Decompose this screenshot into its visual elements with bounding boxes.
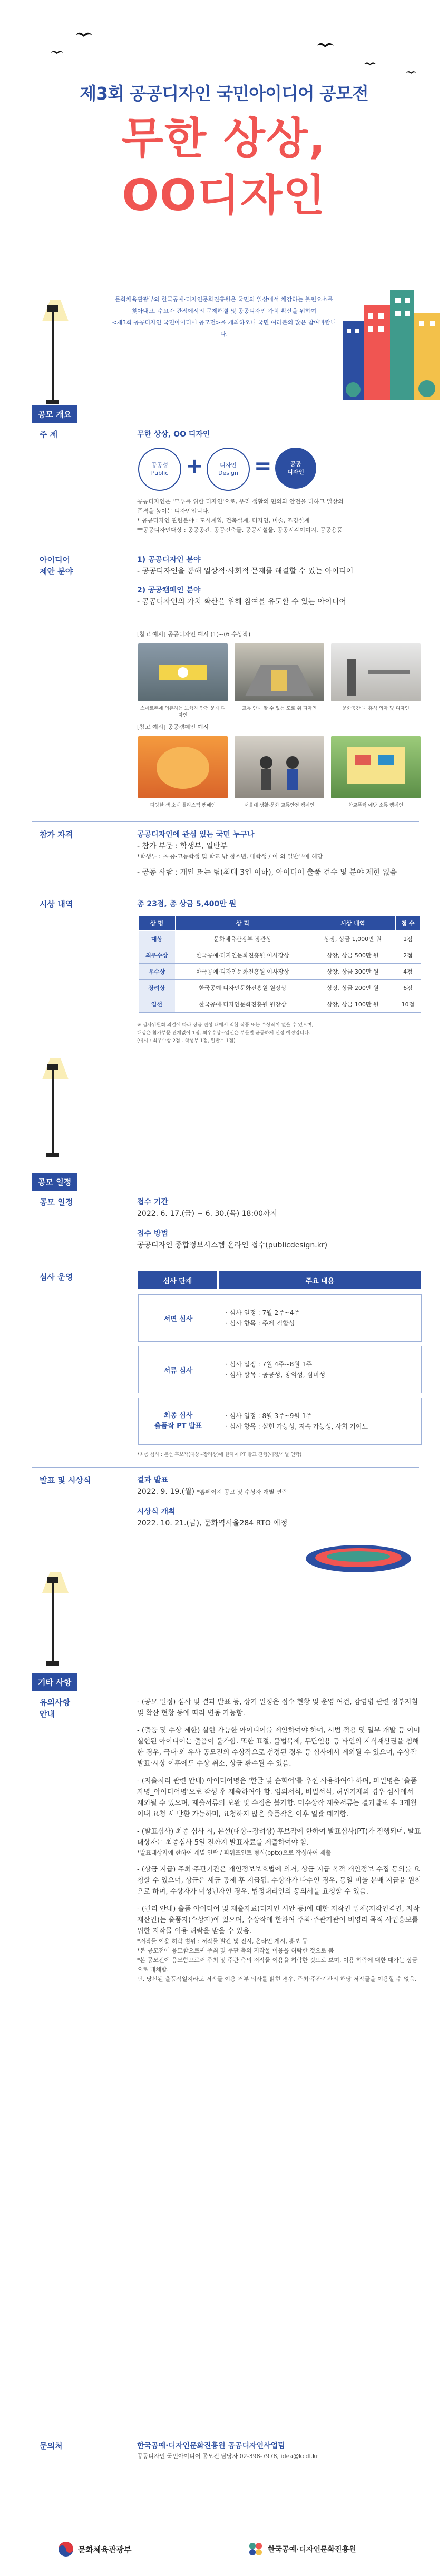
stage-name-line: 출품작 PT 발표 bbox=[154, 1422, 202, 1430]
table-cell: 우수상 bbox=[139, 964, 176, 980]
misc-note: *저작물 이용 허락 범위 : 저작물 발간 및 전시, 온라인 게시, 홍보 등 bbox=[137, 1938, 308, 1945]
section-tag-overview: 공모 개요 bbox=[32, 405, 77, 423]
street-lamp-illustration bbox=[37, 1058, 69, 1158]
period-value: 2022. 6. 17.(금) ~ 6. 30.(목) 18:00까지 bbox=[137, 1210, 278, 1218]
awards-notes bbox=[137, 1022, 422, 1045]
awards-note: 대상은 참가부문 관계없이 1점, 최우수상~입선은 부문별 균등하게 선정 예정입니다. bbox=[137, 1031, 310, 1036]
design-circle bbox=[207, 448, 250, 491]
review-header bbox=[138, 1271, 421, 1289]
label-line: 제안 분야 bbox=[40, 567, 73, 576]
circle-label: 공공 bbox=[290, 461, 301, 468]
mcst-name: 문화체육관광부 bbox=[78, 2544, 132, 2554]
awards-label: 시상 내역 bbox=[40, 899, 73, 909]
public-design-circle bbox=[275, 448, 316, 489]
awards-note: (예시 : 최우수상 2점 - 학생부 1점, 일반부 1점) bbox=[137, 1038, 236, 1044]
stage-line: · 심사 일정 : 8월 3주~9월 1주 bbox=[226, 1412, 313, 1420]
misc-note: 단, 당선된 출품작일지라도 저작물 이용 거부 의사를 밝힌 경우, 주최·주관기관의 해당 저작물을 이용할 수 없음. bbox=[137, 1976, 417, 1983]
table-cell: 2점 bbox=[395, 947, 420, 964]
footer bbox=[0, 2517, 448, 2576]
misc-note: *본 공모전에 응모함으로써 주최 및 주관 측의 저작물 이용을 허락한 것으로 봄 bbox=[137, 1947, 334, 1954]
bird-icon bbox=[75, 29, 93, 37]
city-illustration bbox=[332, 263, 443, 400]
stage-name bbox=[139, 1398, 218, 1444]
awards-table bbox=[138, 915, 421, 1013]
stage-line: · 심사 항목 : 공공성, 창의성, 심미성 bbox=[226, 1371, 326, 1379]
field1-title: 1) 공공디자인 분야 bbox=[137, 556, 201, 564]
stage-name-line: 최종 심사 bbox=[163, 1412, 193, 1420]
table-cell: 한국공예·디자인문화진흥원 원장상 bbox=[175, 996, 310, 1013]
review-stage-row bbox=[138, 1294, 422, 1342]
plus-sign: + bbox=[186, 454, 203, 478]
example-photo bbox=[138, 643, 228, 701]
ceremony-value: 2022. 10. 21.(금), 문화역서울284 RTO 예정 bbox=[137, 1519, 288, 1528]
result-title: 결과 발표 bbox=[137, 1476, 168, 1484]
table-cell: 한국공예·디자인문화진흥원 원장상 bbox=[175, 980, 310, 996]
result-date: 2022. 9. 19.(월) bbox=[137, 1488, 195, 1496]
contact-label: 문의처 bbox=[40, 2441, 63, 2451]
divider bbox=[32, 1467, 419, 1468]
awards-total: 총 23점, 총 상금 5,400만 원 bbox=[137, 900, 237, 908]
method-value: 공공디자인 종합정보시스템 온라인 접수(publicdesign.kr) bbox=[137, 1241, 328, 1250]
table-row bbox=[139, 980, 421, 996]
street-lamp-illustration bbox=[37, 1572, 69, 1667]
misc-content bbox=[137, 1697, 422, 1984]
method-title: 접수 방법 bbox=[137, 1230, 168, 1238]
example-photo bbox=[138, 736, 228, 798]
eligibility-line: - 공동 사람 : 개인 또는 팀(최대 3인 이하), 아이디어 출품 건수 및 분야 제한 없음 bbox=[137, 868, 397, 877]
misc-item: - (저출처리 관련 안내) 아이디어명은 '한글 및 순화어'를 우선 사용하여야 하며, 파일명은 '출품자명_아이디어명'으로 작성 후 제출하여야 함. 임의서식, 비밀서식, 허위기재의 경우 심사에서 제외될 수 있으며, 제출서류의 보완 및 수정은 불가함. 미수상작 제출서류는 결과발표 후 3개월 이내 요청 시 반환 가능하며, 요청하지 않은 출품작은 이후 일괄 폐기함. bbox=[137, 1777, 417, 1818]
street-lamp-illustration bbox=[37, 300, 69, 405]
desc-note: **공공디자인대상 : 공공공간, 공공건축물, 공공시설물, 공공시각이미지, 공공용품 bbox=[137, 527, 343, 533]
table-cell: 상장, 상금 100만 원 bbox=[310, 996, 395, 1013]
table-cell: 4점 bbox=[395, 964, 420, 980]
table-cell: 상장, 상금 1,000만 원 bbox=[310, 931, 395, 947]
contest-subtitle: 제3회 공공디자인 국민아이디어 공모전 bbox=[80, 83, 368, 104]
misc-item: - (출품 및 수상 제한) 실현 가능한 아이디어를 제안하여야 하며, 시범 적용 및 일부 개발 등 이미 실현된 아이디어는 출품이 불가함. 또한 표절, 불법복제, 무단인용 등 타인의 지식재산권을 침해한 경우, 국내·외 유사 공모전의 수상작으로 선정된 경우 등 심사에서 제외될 수 있으며, 수상작 발표·시상 이후에도 수상 취소, 상금 환수될 수 있음. bbox=[137, 1727, 421, 1768]
photo-caption: 교통 안내 알 수 있는 도로 위 디자인 bbox=[242, 706, 317, 711]
intro-text bbox=[111, 294, 337, 340]
photo-caption: 서울대 생활·문화 교통안전 캠페인 bbox=[244, 803, 315, 808]
desc-line: 공공디자인은 '모두를 위한 디자인'으로, 우리 생활의 편의와 안전을 더하고 일상의 bbox=[137, 498, 344, 505]
section-tag-schedule: 공모 일정 bbox=[32, 1173, 77, 1191]
review-header-cell: 주요 내용 bbox=[219, 1271, 421, 1289]
example-photo bbox=[235, 643, 324, 701]
bird-icon bbox=[51, 46, 63, 52]
table-cell: 상장, 상금 300만 원 bbox=[310, 964, 395, 980]
misc-item: - (발표심사) 최종 심사 시, 본선(대상~장려상) 후보작에 한하여 발표심사(PT)가 진행되며, 발표대상자는 최종심사 5일 전까지 발표자료를 제출하여야 함. bbox=[137, 1828, 421, 1847]
stage-line: · 심사 일정 : 7월 4주~8월 1주 bbox=[226, 1361, 313, 1368]
label-line: 아이디어 bbox=[40, 555, 70, 564]
circle-label: 디자인 bbox=[287, 469, 304, 475]
stage-name: 서류 심사 bbox=[139, 1346, 218, 1393]
intro-line: 문화체육관광부와 한국공예·디자인문화진흥원은 국민의 일상에서 체감하는 불편요소를 bbox=[114, 296, 334, 303]
public-circle bbox=[138, 448, 181, 491]
table-header: 시상 내역 bbox=[310, 916, 395, 931]
example-photo bbox=[235, 736, 324, 798]
schedule-content bbox=[137, 1196, 422, 1251]
stage-details bbox=[218, 1295, 421, 1341]
stage-line: · 심사 항목 : 주제 적합성 bbox=[226, 1320, 295, 1327]
review-note: *최종 심사 : 본선 후보작(대상~장려상)에 한하여 PT 발표 진행(예정/개별 연락) bbox=[137, 1452, 302, 1458]
eligibility-content bbox=[137, 829, 422, 878]
section-tag-misc: 기타 사항 bbox=[32, 1673, 77, 1691]
desc-note: * 공공디자인 관련분야 : 도시계획, 건축설계, 디자인, 미술, 조경설계 bbox=[137, 517, 310, 524]
table-header: 상 명 bbox=[139, 916, 176, 931]
example-photo bbox=[331, 643, 421, 701]
label-line: 유의사항 bbox=[40, 1698, 70, 1707]
theme-value: 무한 상상, OO 디자인 bbox=[137, 430, 210, 439]
kcdf-mark-icon bbox=[248, 2541, 264, 2557]
contest-title-line1: 무한 상상, bbox=[121, 114, 327, 164]
photo-caption: 학교폭력 예방 소통 캠페인 bbox=[348, 803, 404, 808]
table-row bbox=[139, 947, 421, 964]
table-cell: 10점 bbox=[395, 996, 420, 1013]
fields-label bbox=[40, 554, 73, 577]
bird-icon bbox=[364, 58, 376, 63]
misc-label bbox=[40, 1697, 70, 1720]
eligibility-note: *학생부 : 초·중·고등학생 및 학교 밖 청소년, 대학생 / 이 외 일반부에 해당 bbox=[137, 853, 323, 860]
contest-title-line2: OO디자인 bbox=[122, 171, 326, 221]
theme-label: 주 제 bbox=[40, 430, 58, 439]
table-row bbox=[139, 996, 421, 1013]
table-cell: 한국공예·디자인문화진흥원 이사장상 bbox=[175, 964, 310, 980]
trampoline-illustration bbox=[300, 1538, 416, 1580]
review-header-cell: 심사 단계 bbox=[138, 1271, 217, 1289]
ref1-title: [참고 예시] 공공디자인 예시 (1)~(6 수상작) bbox=[137, 631, 251, 638]
stage-details bbox=[218, 1346, 421, 1393]
field2-title: 2) 공공캠페인 분야 bbox=[137, 586, 201, 595]
period-title: 접수 기간 bbox=[137, 1198, 168, 1206]
photo-caption: 문화공간 내 휴식 의자 및 디자인 bbox=[342, 706, 410, 711]
table-row bbox=[139, 964, 421, 980]
misc-item: - (공모 일정) 심사 및 결과 발표 등, 상기 일정은 접수 현황 및 운영 여건, 감염병 관련 정부지침 및 확산 현황 등에 따라 변동 가능함. bbox=[137, 1698, 418, 1717]
bird-icon bbox=[406, 66, 416, 71]
photo-caption: 다양한 색 소재 플라스틱 캠페인 bbox=[150, 803, 216, 808]
taegeuk-icon bbox=[58, 2541, 74, 2557]
announce-content bbox=[137, 1474, 422, 1529]
kcdf-logo bbox=[248, 2541, 356, 2557]
eligibility-headline: 공공디자인에 관심 있는 국민 누구나 bbox=[137, 830, 255, 839]
schedule-label: 공모 일정 bbox=[40, 1197, 73, 1207]
table-cell: 대상 bbox=[139, 931, 176, 947]
table-cell: 1점 bbox=[395, 931, 420, 947]
intro-line: 찾아내고, 수요자 관점에서의 문제해결 및 공공디자인 가치 확산을 위하여 bbox=[131, 308, 317, 314]
circle-label: 디자인 bbox=[220, 462, 237, 469]
desc-line: 품격을 높이는 디자인입니다. bbox=[137, 508, 210, 514]
label-line: 안내 bbox=[40, 1709, 55, 1719]
table-cell: 문화체육관광부 장관상 bbox=[175, 931, 310, 947]
contact-content bbox=[137, 2440, 422, 2461]
field2-desc: - 공공디자인의 가치 확산을 위해 참여를 유도할 수 있는 아이디어 bbox=[137, 598, 346, 606]
ref2-title: [참고 예시] 공공캠페인 예시 bbox=[137, 724, 209, 730]
field1-desc: - 공공디자인을 통해 일상적·사회적 문제를 해결할 수 있는 아이디어 bbox=[137, 567, 354, 576]
equals-sign: = bbox=[254, 454, 272, 478]
table-cell: 입선 bbox=[139, 996, 176, 1013]
table-cell: 6점 bbox=[395, 980, 420, 996]
stage-name: 서면 심사 bbox=[139, 1295, 218, 1341]
fields-content bbox=[137, 554, 422, 608]
contact-detail: 공공디자인 국민아이디어 공모전 담당자 02-398-7978, idea@kcdf.kr bbox=[137, 2453, 318, 2460]
awards-note: ※ 심사위원회 의결에 따라 상금 편성 내에서 적합 작품 또는 수상작이 없을 수 있으며, bbox=[137, 1023, 314, 1028]
review-stage-row bbox=[138, 1346, 422, 1393]
table-cell: 장려상 bbox=[139, 980, 176, 996]
circle-label: Public bbox=[151, 470, 169, 477]
misc-item: - (상금 지급) 주최·주관기관은 개인정보보호법에 의거, 상금 지급 목적 개인정보 수집 동의를 요청할 수 있으며, 상금은 세금 공제 후 지급됨. 수상자가 다수인 경우, 동일 비율 분배 지급을 원칙으로 하며, 수상자가 미성년자인 경우, 법정대리인의 동의서를 요청할 수 있음. bbox=[137, 1866, 422, 1896]
stage-line: · 심사 일정 : 7월 2주~4주 bbox=[226, 1309, 300, 1316]
mcst-logo bbox=[58, 2541, 131, 2557]
misc-note: *본 공모전에 응모함으로써 주최 및 주관 측의 저작물 이용을 허락한 것으로 보며, 이용 허락에 대한 대가는 상금으로 대체함. bbox=[137, 1957, 418, 1973]
misc-note: *발표대상자에 한하여 개별 연락 / 파워포인트 형식(pptx)으로 작성하여 제출 bbox=[137, 1849, 332, 1856]
overview-description bbox=[137, 497, 422, 535]
ceremony-title: 시상식 개최 bbox=[137, 1508, 176, 1516]
table-header: 점 수 bbox=[395, 916, 420, 931]
result-note: *홈페이지 공고 및 수상자 개별 연락 bbox=[197, 1489, 288, 1495]
circle-label: Design bbox=[218, 470, 238, 477]
review-label: 심사 운영 bbox=[40, 1272, 73, 1282]
example-photo bbox=[331, 736, 421, 798]
eligibility-label: 참가 자격 bbox=[40, 830, 73, 839]
table-cell: 상장, 상금 500만 원 bbox=[310, 947, 395, 964]
divider bbox=[32, 821, 419, 822]
eligibility-line: - 참가 부문 : 학생부, 일반부 bbox=[137, 842, 228, 850]
kcdf-name: 한국공예·디자인문화진흥원 bbox=[268, 2545, 356, 2554]
circle-label: 공공성 bbox=[151, 462, 168, 469]
intro-line: <제3회 공공디자인 국민아이디어 공모전>을 개최하오니 국민 여러분의 많은 참여바랍니다. bbox=[112, 319, 336, 338]
stage-line: · 심사 항목 : 실현 가능성, 지속 가능성, 사회 기여도 bbox=[226, 1423, 368, 1430]
table-cell: 상장, 상금 200만 원 bbox=[310, 980, 395, 996]
review-stage-row bbox=[138, 1398, 422, 1445]
stage-details bbox=[218, 1398, 421, 1444]
table-cell: 한국공예·디자인문화진흥원 이사장상 bbox=[175, 947, 310, 964]
table-row bbox=[139, 931, 421, 947]
table-cell: 최우수상 bbox=[139, 947, 176, 964]
bird-icon bbox=[316, 40, 334, 47]
contact-org: 한국공예·디자인문화진흥원 공공디자인사업팀 bbox=[137, 2442, 285, 2450]
photo-caption: 스마트폰에 의존하는 보행자 안전 문제 디자인 bbox=[140, 706, 226, 718]
hero-section bbox=[0, 0, 448, 295]
misc-item: - (권리 안내) 출품 아이디어 및 제출자료(디자인 시안 등)에 대한 저작권 일체(저작인격권, 저작재산권)는 출품자(수상자)에 있으며, 수상작에 한하여 주최·주관기관이 비영리 목적 사업홍보를 위한 저작물 이용 허락을 받을 수 있음. bbox=[137, 1905, 420, 1935]
table-header: 상 격 bbox=[175, 916, 310, 931]
announce-label: 발표 및 시상식 bbox=[40, 1475, 91, 1485]
